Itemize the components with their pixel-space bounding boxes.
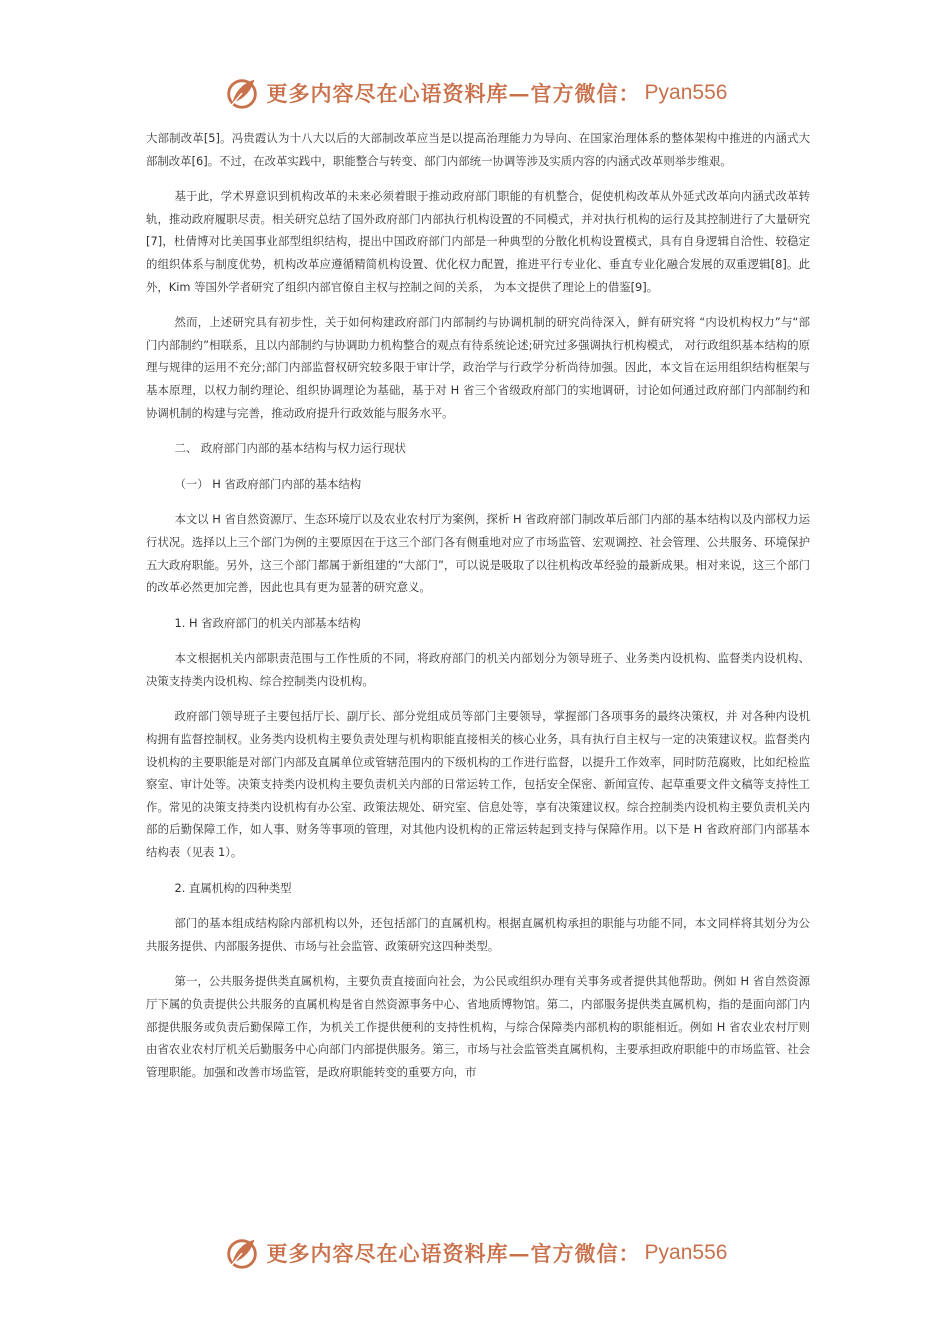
document-body	[146, 127, 810, 1096]
subsection-heading: 2. 直属机构的四种类型	[174, 880, 292, 895]
paragraph: 本文以 H 省自然资源厅、生态环境厅以及农业农村厅为案例，探析 H 省政府部门制改革后部门内部的基本结构以及内部权力运行状况。选择以上三个部门为例的主要原因在于这三个部门各有侧重地对应了市场监管、宏观调控、社会管理、公共服务、环境保护五大政府职能。另外，这三个部门都属于新组建的“大部门”，可以说是吸取了以往机构改革经验的最新成果。相对来说，这三个部门的改革必然更加完善，因此也具有更为显著的研究意义。	[146, 512, 810, 595]
paragraph: 第一，公共服务提供类直属机构，主要负责直接面向社会，为公民或组织办理有关事务或者提供其他帮助。例如 H 省自然资源厅下属的负责提供公共服务的直属机构是省自然资源事务中心、省地质博物馆。第二，内部服务提供类直属机构，指的是面向部门内部提供服务或负责后勤保障工作，为机关工作提供便利的支持性机构，与综合保障类内部机构的职能相近。例如 H 省农业农村厅则由省农业农村厅机关后勤服务中心向部门内部提供服务。第三，市场与社会监管类直属机构，主要承担政府职能中的市场监管、社会管理职能。加强和改善市场监管，是政府职能转变的重要方向，市	[146, 974, 810, 1079]
leaf-logo-icon	[223, 74, 261, 112]
leaf-logo-icon	[223, 1234, 261, 1272]
banner-text: 更多内容尽在心语资料库—官方微信：	[266, 1241, 641, 1266]
paragraph: 部门的基本组成结构除内部机构以外，还包括部门的直属机构。根据直属机构承担的职能与功能不同，本文同样将其划分为公共服务提供、内部服务提供、市场与社会监管、政策研究这四种类型。	[146, 916, 810, 953]
paragraph: 政府部门领导班子主要包括厅长、副厅长、部分党组成员等部门主要领导，掌握部门各项事务的最终决策权，并 对各种内设机构拥有监督控制权。业务类内设机构主要负责处理与机构职能直接相关的核心业务，具有执行自主权与一定的决策建议权。监督类内设机构的主要职能是对部门内部及直属单位或管辖范围内的下级机构的工作进行监督，以提升工作效率，同时防范腐败，比如纪检监察室、审计处等。决策支持类内设机构主要负责机关内部的日常运转工作，包括安全保密、新闻宣传、起草重要文件文稿等支持性工作。常见的决策支持类内设机构有办公室、政策法规处、研究室、信息处等，享有决策建议权。综合控制类内设机构主要负责机关内部的后勤保障工作，如人事、财务等事项的管理，对其他内设机构的正常运转起到支持与保障作用。以下是 H 省政府部门内部基本结构表（见表 1）。	[146, 709, 810, 860]
subsection-heading: （一） H 省政府部门内部的基本结构	[174, 476, 362, 491]
header-watermark-banner	[0, 68, 950, 118]
banner-text: 更多内容尽在心语资料库—官方微信：	[266, 81, 641, 106]
banner-wechat-id: Pyan556	[644, 1241, 728, 1264]
subsection-heading: 1. H 省政府部门的机关内部基本结构	[174, 615, 361, 630]
paragraph: 基于此，学术界意识到机构改革的未来必须着眼于推动政府部门职能的有机整合，促使机构改革从外延式改革向内涵式改革转轨，推动政府履职尽责。相关研究总结了国外政府部门内部执行机构设置的不同模式，并对执行机构的运行及其控制进行了大量研究[7]，杜倩博对比美国事业部型组织结构，提出中国政府部门内部是一种典型的分散化机构设置模式，具有自身逻辑自洽性、较稳定的组织体系与制度优势，机构改革应遵循精简机构设置、优化权力配置，推进平行专业化、垂直专业化融合发展的双重逻辑[8]。此外，Kim 等国外学者研究了组织内部官僚自主权与控制之间的关系， 为本文提供了理论上的借鉴[9]。	[146, 189, 810, 294]
banner-wechat-id: Pyan556	[644, 81, 728, 104]
section-heading: 二、 政府部门内部的基本结构与权力运行现状	[174, 441, 406, 456]
footer-watermark-banner	[0, 1228, 950, 1278]
paragraph: 本文根据机关内部职责范围与工作性质的不同，将政府部门的机关内部划分为领导班子、业务类内设机构、监督类内设机构、决策支持类内设机构、综合控制类内设机构。	[146, 651, 810, 688]
paragraph: 大部制改革[5]。冯贵霞认为十八大以后的大部制改革应当是以提高治理能力为导向、在国家治理体系的整体架构中推进的内涵式大部制改革[6]。不过，在改革实践中，职能整合与转变、部门内部统一协调等涉及实质内容的内涵式改革则举步维艰。	[146, 131, 810, 168]
paragraph: 然而，上述研究具有初步性，关于如何构建政府部门内部制约与协调机制的研究尚待深入，鲜有研究将 “内设机构权力”与“部门内部制约”相联系，且以内部制约与协调助力机构整合的观点有待系统论述;研究过多强调执行机构模式， 对行政组织基本结构的原理与规律的运用不充分;部门内部监督权研究较多限于审计学，政治学与行政学分析尚待加强。因此，本文旨在运用组织结构框架与基本原理，以权力制约理论、组织协调理论为基础，基于对 H 省三个省级政府部门的实地调研，讨论如何通过政府部门内部制约和协调机制的构建与完善，推动政府提升行政效能与服务水平。	[146, 315, 810, 420]
